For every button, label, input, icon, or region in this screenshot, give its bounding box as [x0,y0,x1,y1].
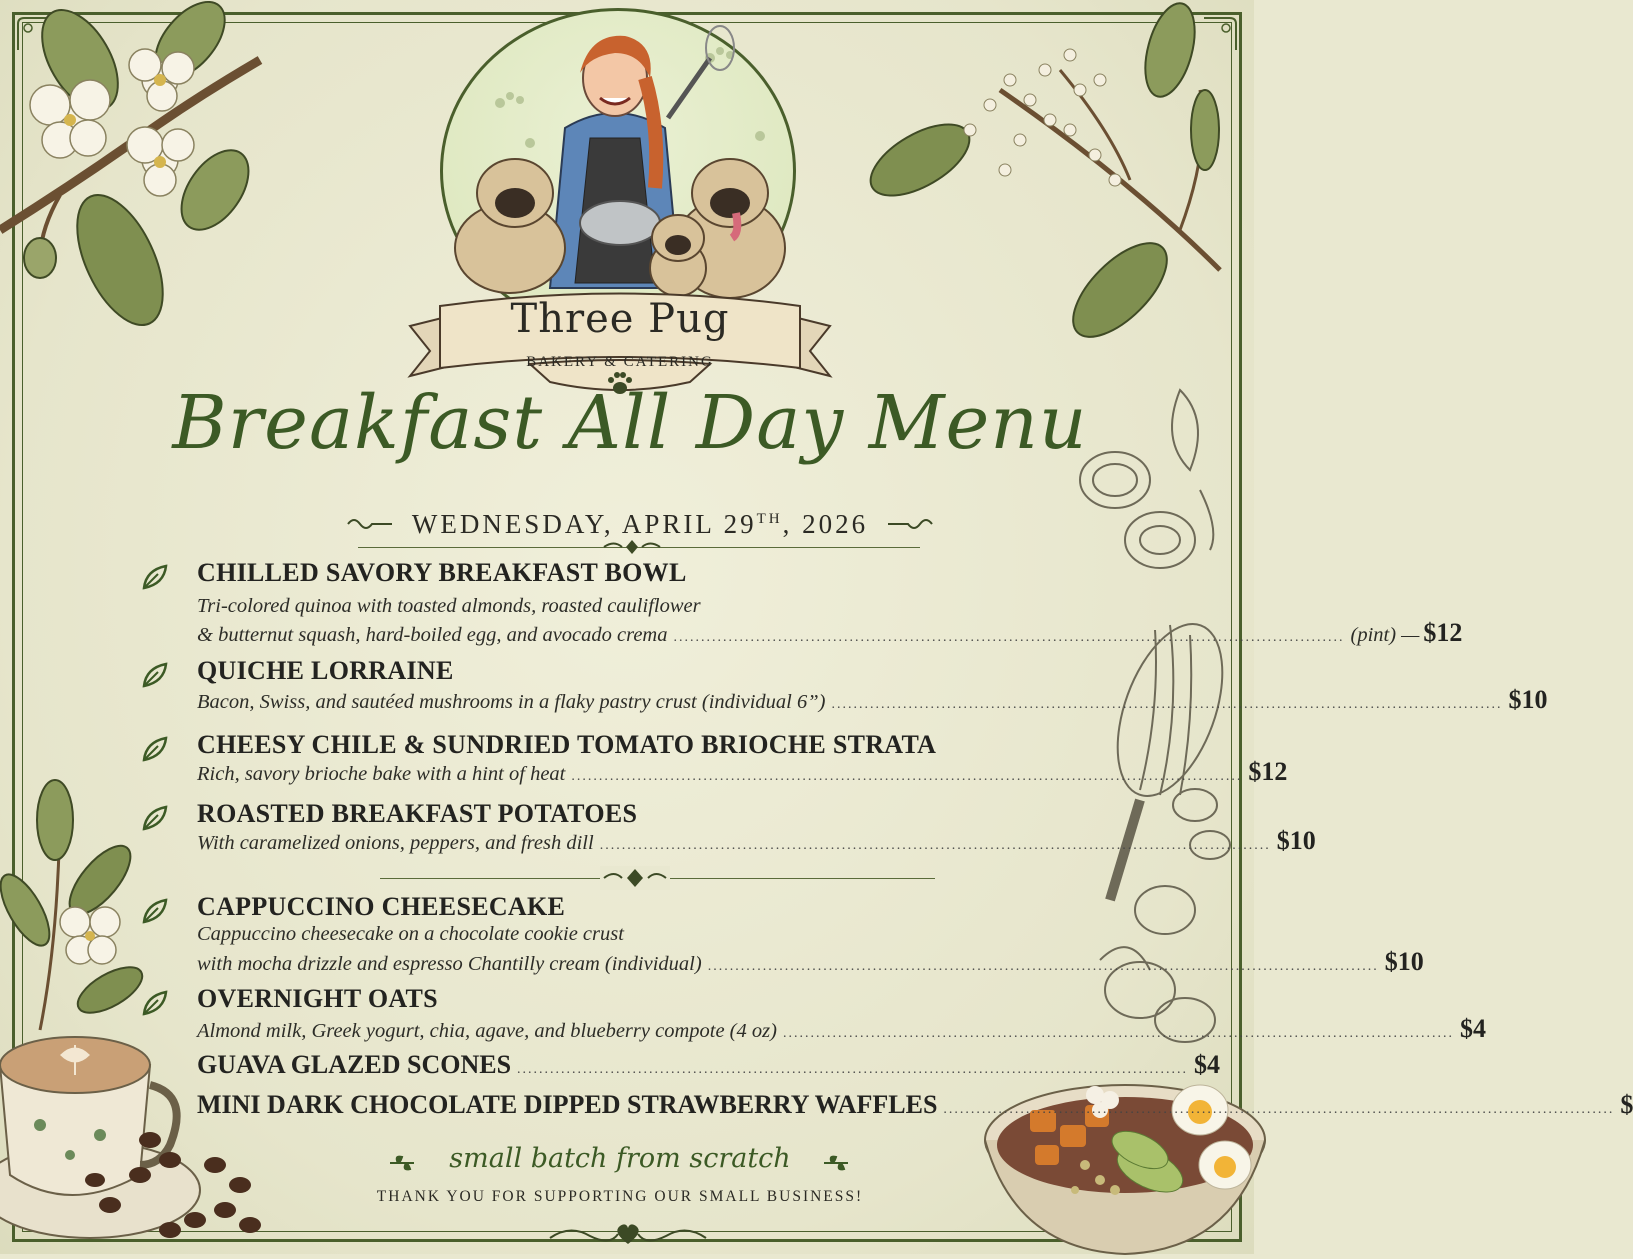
item-description: Almond milk, Greek yogurt, chia, agave, and blueberry compote (4 oz) [197,1020,777,1042]
item-size-note: (pint) — [1350,624,1420,646]
dot-leader: .......................................................................................................................... [571,769,1243,784]
leaf-icon [140,658,172,690]
item-description: & butternut squash, hard-boiled egg, and avocado crema [197,624,668,646]
item-name: GUAVA GLAZED SCONES [197,1050,512,1079]
dot-leader: .......................................................................................................................... [673,630,1345,645]
blossom-branch-illustration [0,0,270,340]
item-name: OVERNIGHT OATS [197,984,438,1013]
item-price: $10 [1508,685,1548,714]
dot-leader: .......................................................................................................................... [782,1026,1454,1041]
divider-ornament-icon [600,866,670,890]
dot-leader: .......................................................................................................................... [599,838,1271,853]
leaf-icon [140,801,172,833]
item-price-line [197,757,1288,787]
item-price: $10 [1276,826,1316,855]
sketch-whisk-and-nuts-illustration [1070,370,1250,1090]
item-description: With caramelized onions, peppers, and fresh dill [197,832,594,854]
footer-thanks: THANK YOU FOR SUPPORTING OUR SMALL BUSINESS! [376,1188,864,1205]
item-price-line [197,618,1463,648]
item-description: Tri-colored quinoa with toasted almonds, roasted cauliflower [197,595,701,617]
brand-subtitle: BAKERY & CATERING [526,354,714,370]
item-name: CAPPUCCINO CHEESECAKE [197,892,566,921]
date-text: WEDNESDAY, APRIL 29 [411,508,757,539]
item-description: Bacon, Swiss, and sautéed mushrooms in a flaky pastry crust (individual 6”) [197,691,826,713]
pug-left [455,159,565,293]
leaf-sprig-icon [822,1153,850,1173]
item-description: with mocha drizzle and espresso Chantilly cream (individual) [197,953,702,975]
item-price: $10 [1384,947,1424,976]
brand-name: Three Pug [510,296,730,342]
baker-with-pugs-illustration [440,18,790,308]
item-price: $12 [1423,618,1463,647]
item-name: CHEESY CHILE & SUNDRIED TOMATO BRIOCHE STRATA [197,730,937,759]
item-name: CHILLED SAVORY BREAKFAST BOWL [197,558,687,587]
dot-leader: .......................................................................................................................... [707,959,1379,974]
item-description: Cappuccino cheesecake on a chocolate cookie crust [197,923,624,945]
leaf-icon [140,560,172,592]
item-price-line [197,1014,1486,1044]
item-price: $12 [1248,757,1288,786]
swirl-ornament-icon [886,516,934,532]
item-price: $ [1620,1090,1633,1119]
item-price: $4 [1194,1050,1221,1079]
date-year: , 2026 [782,508,869,539]
item-price-line [197,685,1548,715]
leafy-branch-illustration [0,770,160,1030]
item-price-line [197,1090,1633,1120]
leaf-icon [140,732,172,764]
dot-leader: .......................................................................................................................... [517,1062,1189,1077]
item-name: QUICHE LORRAINE [197,656,454,685]
footer-tagline: small batch from scratch [449,1143,791,1174]
menu-title: Breakfast All Day Menu [172,380,1088,466]
flowering-branch-illustration [880,10,1240,340]
dot-leader: .......................................................................................................................... [943,1102,1615,1117]
date-suffix: TH [756,510,783,527]
divider-ornament-icon [602,538,662,556]
leaf-icon [140,894,172,926]
heart-ornament-icon [540,1218,716,1248]
item-price-line [197,947,1424,977]
item-price-line [197,1050,1221,1080]
logo [400,8,840,403]
dot-leader: .......................................................................................................................... [831,697,1503,712]
item-description: Rich, savory brioche bake with a hint of heat [197,763,566,785]
menu-date [412,509,868,540]
item-name: ROASTED BREAKFAST POTATOES [197,799,638,828]
swirl-ornament-icon [346,516,394,532]
item-name: MINI DARK CHOCOLATE DIPPED STRAWBERRY WAFFLES [197,1090,938,1119]
item-price-line [197,826,1316,856]
item-price: $4 [1459,1014,1486,1043]
leaf-icon [140,986,172,1018]
